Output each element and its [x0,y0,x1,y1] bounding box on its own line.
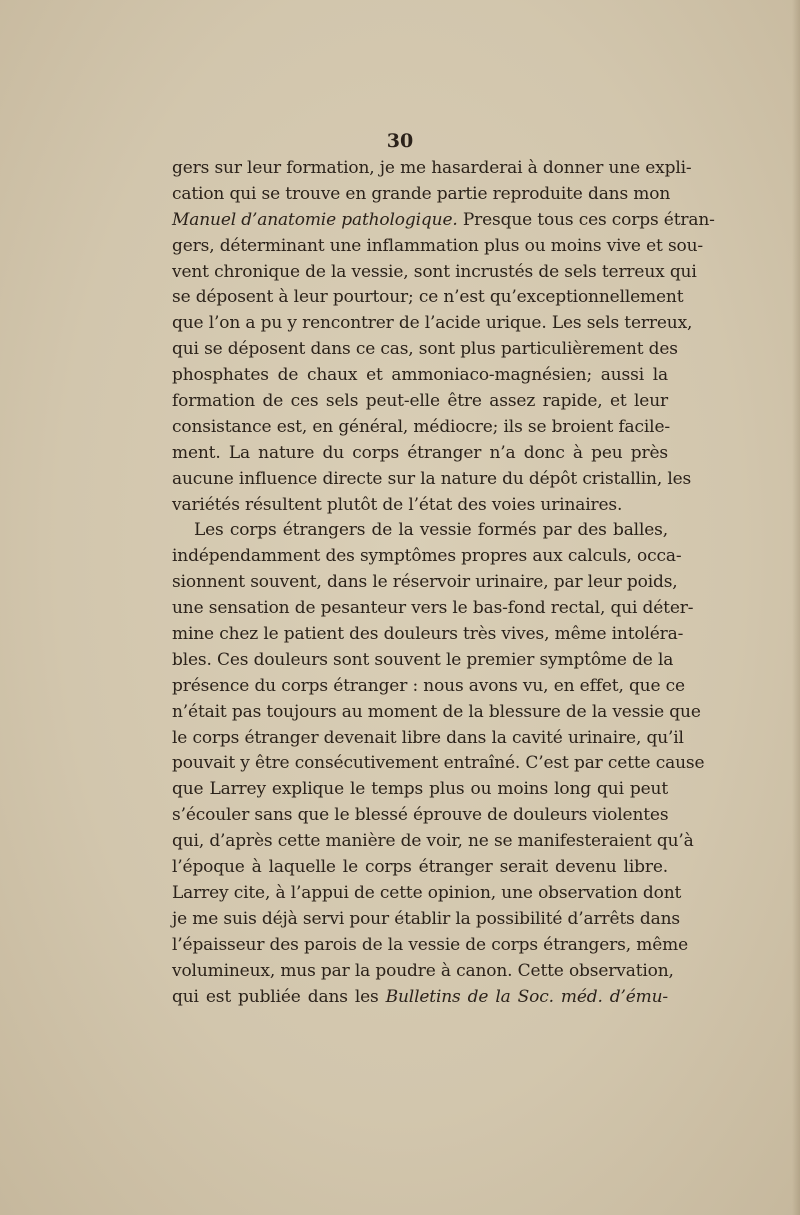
text-line [172,415,668,441]
text-line [172,260,697,286]
text-run: qui, d’après cette manière de voir, ne se manifesteraient qu’à [172,831,694,852]
text-run: sionnent souvent, dans le réservoir urinaire, par leur poids, [172,572,678,593]
text-run: mine chez le patient des douleurs très vives, même intoléra- [172,624,684,645]
page-number: 30 [386,130,414,152]
text-run: je me suis déjà servi pour établir la possibilité d’arrêts dans [172,908,680,929]
text-line [172,726,684,752]
page-edge-shadow [792,0,800,1215]
text-run: Presque tous ces corps étran- [457,209,715,230]
italic-text: Bulletins de la Soc. méd. d’ému- [385,986,669,1007]
text-line [172,518,668,544]
text-run: le corps étranger devenait libre dans la cavité urinaire, qu’il [172,727,684,748]
text-run: l’époque à laquelle le corps étranger serait devenu libre. [172,857,668,878]
text-run: gers, déterminant une inflammation plus ou moins vive et sou- [172,235,703,256]
text-run: que Larrey explique le temps plus ou moins long qui peut [172,779,668,800]
text-line [172,700,701,726]
text-run: vent chronique de la vessie, sont incrustés de sels terreux qui [172,261,697,282]
text-run: qui se déposent dans ce cas, sont plus particulièrement des [172,339,678,360]
text-line [172,985,668,1011]
text-run: volumineux, mus par la poudre à canon. Cette observation, [172,960,674,981]
text-run: Les corps étrangers de la vessie formés par des balles, [194,520,668,541]
text-line [172,622,684,648]
text-run: s’écouler sans que le blessé éprouve de douleurs violentes [172,805,669,826]
text-run: Larrey cite, à l’appui de cette opinion, une observation dont [172,882,682,903]
text-run: qui est publiée dans les [172,986,386,1007]
text-run: l’épaisseur des parois de la vessie de corps étrangers, même [172,934,688,955]
text-line [172,959,674,985]
text-line [172,777,668,803]
text-run: une sensation de pesanteur vers le bas-fond rectal, qui déter- [172,598,694,619]
text-line [172,803,668,829]
text-run: gers sur leur formation, je me hasarderai à donner une expli- [172,158,692,178]
text-line [172,570,678,596]
text-run: n’était pas toujours au moment de la blessure de la vessie que [172,701,701,722]
text-line [172,467,692,493]
text-line [172,285,684,311]
text-run: cation qui se trouve en grande partie reproduite dans mon [172,183,671,204]
text-line [172,311,693,337]
text-line [172,648,674,674]
text-run: phosphates de chaux et ammoniaco-magnésien; aussi la [172,365,668,386]
text-line [172,363,668,389]
text-line [172,389,668,415]
text-line [172,855,668,881]
text-line [172,493,668,519]
text-run: présence du corps étranger : nous avons vu, en effet, que ce [172,675,685,696]
text-line [172,829,694,855]
text-run: consistance est, en général, médiocre; ils se broient facile- [172,416,670,437]
text-line [172,337,678,363]
text-run: aucune influence directe sur la nature du dépôt cristallin, les [172,468,692,489]
text-line [172,596,694,622]
text-line [172,751,705,777]
text-line [172,234,703,260]
italic-text: Manuel d’anatomie pathologique. [172,209,458,230]
text-line [172,881,682,907]
text-line [172,674,685,700]
text-run: pouvait y être consécutivement entraîné. C’est par cette cause [172,753,705,774]
text-run: indépendamment des symptômes propres aux calculs, occa- [172,546,682,567]
text-run: se déposent à leur pourtour; ce n’est qu’exceptionnellement [172,287,684,308]
text-line [172,208,715,234]
text-line [172,933,688,959]
text-run: formation de ces sels peut-elle être assez rapide, et leur [172,391,668,412]
text-run: variétés résultent plutôt de l’état des voies urinaires. [172,494,623,515]
text-run: bles. Ces douleurs sont souvent le premier symptôme de la [172,649,674,670]
text-run: ment. La nature du corps étranger n’a donc à peu près [172,442,668,463]
text-line [172,544,682,570]
body-text [172,156,715,1010]
text-line [172,156,692,182]
text-line [172,182,671,208]
text-run: que l’on a pu y rencontrer de l’acide urique. Les sels terreux, [172,313,693,334]
text-line [172,907,680,933]
text-line [172,441,668,467]
